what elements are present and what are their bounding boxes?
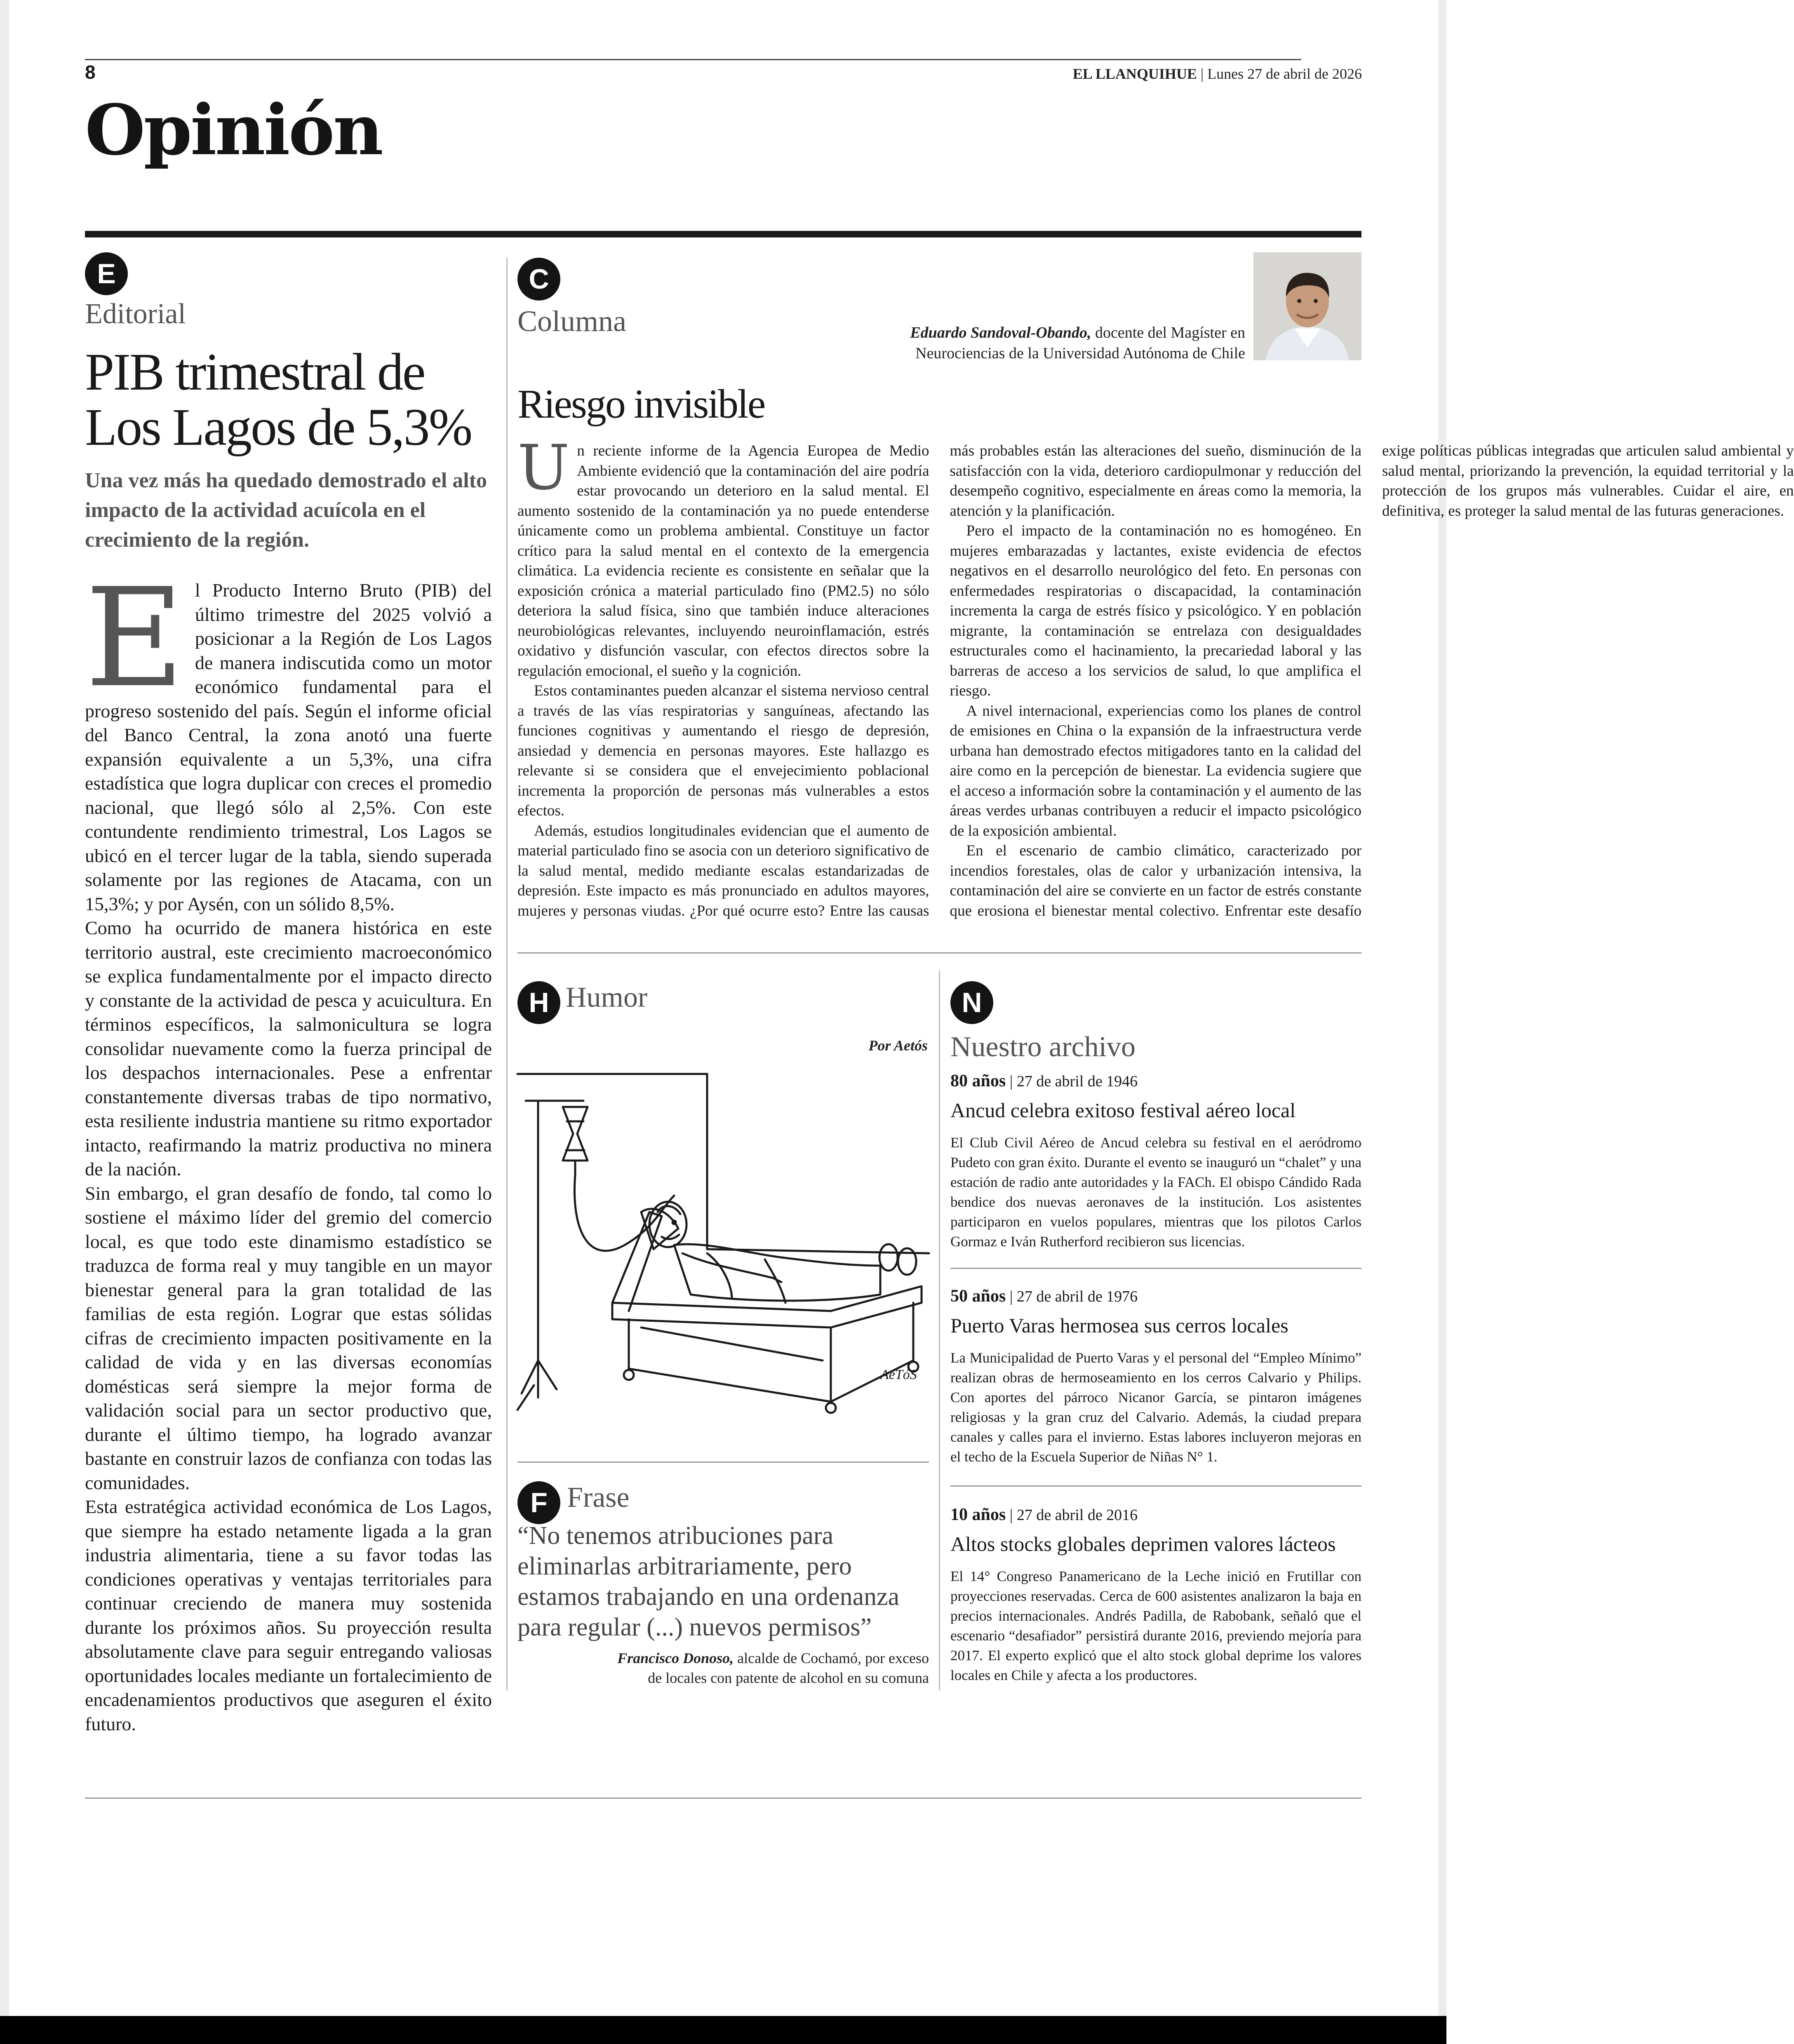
humor-credit: Por Aetós: [868, 1037, 928, 1054]
header-rule: [85, 59, 1301, 60]
column-author-name: Eduardo Sandoval-Obando,: [910, 324, 1091, 341]
editorial-paragraph: Como ha ocurrido de manera histórica en este territorio austral, este crecimiento macroeconómico se explica fundamentalmente por el impacto directo y constante de la actividad de pesca y acuicultura. En términos específicos, la salmonicultura se logra consolidar nuevamente como la fuerza principal de los despachos internacionales. Pese a enfrentar constantemente diversas trabas de tipo normativo, esta resiliente industria mantiene su ritmo exportador intacto, reafirmando la matriz productiva no minera de la nación.: [85, 917, 492, 1179]
author-portrait-icon: [1253, 252, 1361, 360]
editorial-badge: E: [85, 252, 128, 295]
archive-item-date: 27 de abril de 1976: [1016, 1288, 1138, 1305]
page-number: 8: [85, 61, 96, 83]
archive-item-headline: Puerto Varas hermosea sus cerros locales: [950, 1314, 1288, 1337]
column-paragraph: A nivel internacional, experiencias como los planes de control de emisiones en China o la expansión de la infraestructura verde urbana han demostrado efectos mitigadores tanto en la calidad del aire como en la percepción de bienestar. La evidencia sugiere que el acceso a información sobre la contaminación y el aumento de las áreas verdes urbanas contribuyen a reducir el impacto psicológico de la exposición ambiental.: [950, 702, 1361, 839]
column-headline: Riesgo invisible: [517, 381, 765, 427]
archive-item-divider: |: [1009, 1506, 1017, 1524]
editorial-paragraph: Esta estratégica actividad económica de Los Lagos, que siempre ha estado netamente ligada a la gran industria alimentaria, tiene a su favor todas las condiciones operativas y ventajas territoriales para continuar creciendo de manera muy sostenida durante los próximos años. Su proyección resulta absolutamente clave para seguir entregando valiosas oportunidades locales mediante un fortalecimiento de encadenamientos productivos que aseguren el éxito futuro.: [85, 1496, 492, 1734]
page-right-edge: [1438, 0, 1446, 2016]
archive-item-headline: Altos stocks globales deprimen valores lácteos: [950, 1532, 1336, 1555]
divider-humor-archive: [939, 971, 940, 1690]
rule-above-frase: [517, 1461, 929, 1463]
archive-item: [950, 1286, 1361, 1467]
archive-section-label: Nuestro archivo: [950, 1031, 1136, 1063]
column-badge: C: [517, 258, 560, 301]
hospital-bed-cartoon-icon: [517, 1072, 929, 1426]
column-drop-cap: U: [517, 432, 570, 504]
masthead-line: [1073, 65, 1362, 82]
archive-item: [950, 1505, 1361, 1685]
archive-item-date: 27 de abril de 1946: [1016, 1073, 1138, 1090]
editorial-body: [85, 559, 492, 1736]
archive-item-meta: [950, 1286, 1361, 1306]
column-author-affiliation: Neurociencias de la Universidad Autónoma de Chile: [915, 345, 1245, 362]
editorial-paragraph: l Producto Interno Bruto (PIB) del último trimestre del 2025 volvió a posicionar a la Región de Los Lagos de manera indiscutida como un motor económico fundamental para el progreso sostenido del país. Según el informe oficial del Banco Central, la zona anotó una fuerte expansión equivalente a un 5,3%, una cifra estadística que logra duplicar con creces el promedio nacional, que llegó sólo al 2,5%. Con este contundente rendimiento trimestral, Los Lagos se ubicó en el tercer lugar de la tabla, siendo superada solamente por las regiones de Atacama, con un 15,3%; y por Aysén, con un sólido 8,5%.: [85, 580, 492, 914]
column-section-label: Columna: [517, 305, 626, 338]
editorial-subhead: Una vez más ha quedado demostrado el alto impacto de la actividad acuícola en el crecimiento de la región.: [85, 469, 487, 552]
archive-item-body: El 14° Congreso Panamericano de la Leche inició en Frutillar con proyecciones reservadas. Cerca de 600 asistentes analizaron la baja en precios internacionales. Andrés Padilla, de Rabobank, señaló que el escenario “desafiador” persistirá durante 2016, previendo mejoría para 2017. El experto explicó que el alto stock global deprime los valores locales en Chile y afecta a los productores.: [950, 1568, 1361, 1683]
humor-section-label: Humor: [566, 982, 648, 1013]
editorial-paragraph: Sin embargo, el gran desafío de fondo, tal como lo sostiene el máximo líder del gremio del comercio local, es que todo este dinamismo estadístico se traduzca de forma real y muy tangible en un mayor bienestar general para la gran totalidad de las familias de esta región. Lograr que estas sólidas cifras de crecimiento impacten positivamente en la calidad de vida y en las diversas economías domésticas será siempre la mejor forma de validación social para un sector productivo que, durante el último tiempo, ha logrado avanzar bastante en construir lazos de confianza con todas las comunidades.: [85, 1182, 492, 1493]
archive-item-date: 27 de abril de 2016: [1016, 1506, 1138, 1524]
column-paragraph: Estos contaminantes pueden alcanzar el sistema nervioso central a través de las vías respiratorias y sanguíneas, afectando las funciones cognitivas y aumentando el riesgo de depresión, ansiedad y demencia en personas mayores. Este hallazgo es relevante si se considera que el envejecimiento poblacional incrementa la proporción de personas más vulnerables a estos efectos.: [517, 682, 929, 819]
frase-quote: “No tenemos atribuciones para eliminarlas arbitrariamente, pero estamos trabajando en una ordenanza para regular (...) nuevos permisos”: [517, 1522, 900, 1641]
archive-item: [950, 1071, 1361, 1252]
frase-attribution-name: Francisco Donoso,: [617, 1650, 734, 1666]
archive-item-divider: |: [1009, 1288, 1017, 1305]
page-left-edge: [0, 0, 9, 2016]
issue-date: Lunes 27 de abril de 2026: [1207, 66, 1362, 82]
archive-item-years: 10 años: [950, 1505, 1006, 1524]
column-author-credit: [866, 322, 1245, 364]
divider-editorial: [506, 258, 508, 1690]
archive-item-body: El Club Civil Aéreo de Ancud celebra su festival en el aeródromo Pudeto con gran éxito. Durante el evento se inauguró un “chalet” y una estación de radio ante autoridades y la FACh. El obispo Cándido Rada bendice dos nuevas aeronaves de la institución. Los asistentes participaron en vuelos populares, mientras que los pilotos Carlos Gormaz e Iván Rutherford recibieron sus licencias.: [950, 1135, 1361, 1250]
humor-badge: H: [517, 981, 560, 1024]
archive-item-meta: [950, 1505, 1361, 1525]
bottom-rule: [85, 1797, 1361, 1799]
author-photo: [1253, 252, 1361, 360]
column-paragraph: En el escenario de cambio climático, caracterizado por incendios forestales, olas de calor y urbanización intensiva, la contaminación del aire se convierte en un factor de estrés constante que erosiona el bienestar mental colectivo. Enfrentar este desafío exige políticas públicas integradas que articulen salud ambiental y salud mental, priorizando la prevención, la equidad territorial y la protección de los grupos más vulnerables. Cuidar el aire, en definitiva, es proteger la salud mental de las futuras generaciones.: [950, 442, 1794, 919]
column-paragraph: n reciente informe de la Agencia Europea de Medio Ambiente evidenció que la contaminación del aire podría estar provocando un deterioro en la salud mental. El aumento sostenido de la contaminación ya no puede entenderse únicamente como un problema ambiental. Constituye un factor crítico para la salud mental en el contexto de la emergencia climática. La evidencia reciente es consistente en señalar que la exposición crónica a material particulado fino (PM2.5) no sólo deteriora la salud física, sino que también induce alteraciones neurobiológicas relevantes, incluyendo neuroinflamación, estrés oxidativo y disfunción vascular, con efectos directos sobre la regulación emocional, el sueño y la cognición.: [517, 442, 929, 679]
archive-separator: [950, 1485, 1361, 1487]
humor-cartoon: [517, 1072, 929, 1426]
archive-separator: [950, 1268, 1361, 1269]
frase-badge: F: [517, 1481, 560, 1524]
section-title: Opinión: [85, 89, 382, 171]
section-title-rule: [85, 231, 1361, 237]
archive-item-years: 50 años: [950, 1287, 1006, 1306]
editorial-headline: PIB trimestral de Los Lagos de 5,3%: [85, 343, 472, 456]
frase-section-label: Frase: [567, 1482, 630, 1513]
column-paragraph: Pero el impacto de la contaminación no es homogéneo. En mujeres embarazadas y lactantes, existe evidencia de efectos negativos en el desarrollo neurológico del feto. En personas con enfermedades respiratorias o discapacidad, la contaminación incrementa la carga de estrés físico y psicológico. Y en población migrante, la contaminación se entrelaza con desigualdades estructurales como el hacinamiento, la precariedad laboral y las barreras de acceso a los servicios de salud, lo que amplifica el riesgo.: [950, 522, 1361, 699]
page-bottom-bar: [0, 2016, 1446, 2044]
archive-item-years: 80 años: [950, 1071, 1006, 1090]
rule-under-column: [517, 952, 1361, 954]
masthead: EL LLANQUIHUE: [1072, 66, 1197, 82]
column-author-role: docente del Magíster en: [1095, 324, 1245, 341]
archive-badge: N: [950, 981, 993, 1024]
cartoon-signature: AeTóS: [880, 1367, 917, 1382]
frase-attribution-detail: de locales con patente de alcohol en su comuna: [648, 1670, 929, 1686]
column-paragraph: Además, estudios longitudinales evidencian que el aumento de material particulado fino se asocia con un deterioro significativo de la salud mental, medido mediante escalas estandarizadas de depresión. Este impacto es más pronunciado en adultos mayores, mujeres y personas viudas. ¿Por qué ocurre esto? Entre las causas más probables están las alteraciones del sueño, disminución de la satisfacción con la vida, deterioro cardiopulmonar y reducción del desempeño cognitivo, especialmente en áreas como la memoria, la atención y la planificación.: [517, 442, 1361, 919]
frase-attribution: [517, 1648, 929, 1688]
archive-item-divider: |: [1009, 1073, 1017, 1090]
masthead-divider: |: [1200, 66, 1208, 82]
frase-attribution-role: alcalde de Cochamó, por exceso: [737, 1650, 929, 1666]
editorial-section-label: Editorial: [85, 298, 186, 330]
column-body: [517, 432, 1794, 940]
editorial-drop-cap: E: [85, 559, 184, 717]
archive-item-body: La Municipalidad de Puerto Varas y el personal del “Empleo Mínimo” realizan obras de hermoseamiento en los cerros Calvario y Philips. Con aportes del párroco Nicanor García, se pintaron imágenes religiosas y la gran cruz del Calvario. Además, la ciudad prepara canales y calles para el invierno. Estas labores incluyeron mejoras en el techo de la Escuela Superior de Niñas N° 1.: [950, 1350, 1361, 1465]
archive-item-headline: Ancud celebra exitoso festival aéreo local: [950, 1099, 1296, 1122]
archive-item-meta: [950, 1071, 1361, 1091]
